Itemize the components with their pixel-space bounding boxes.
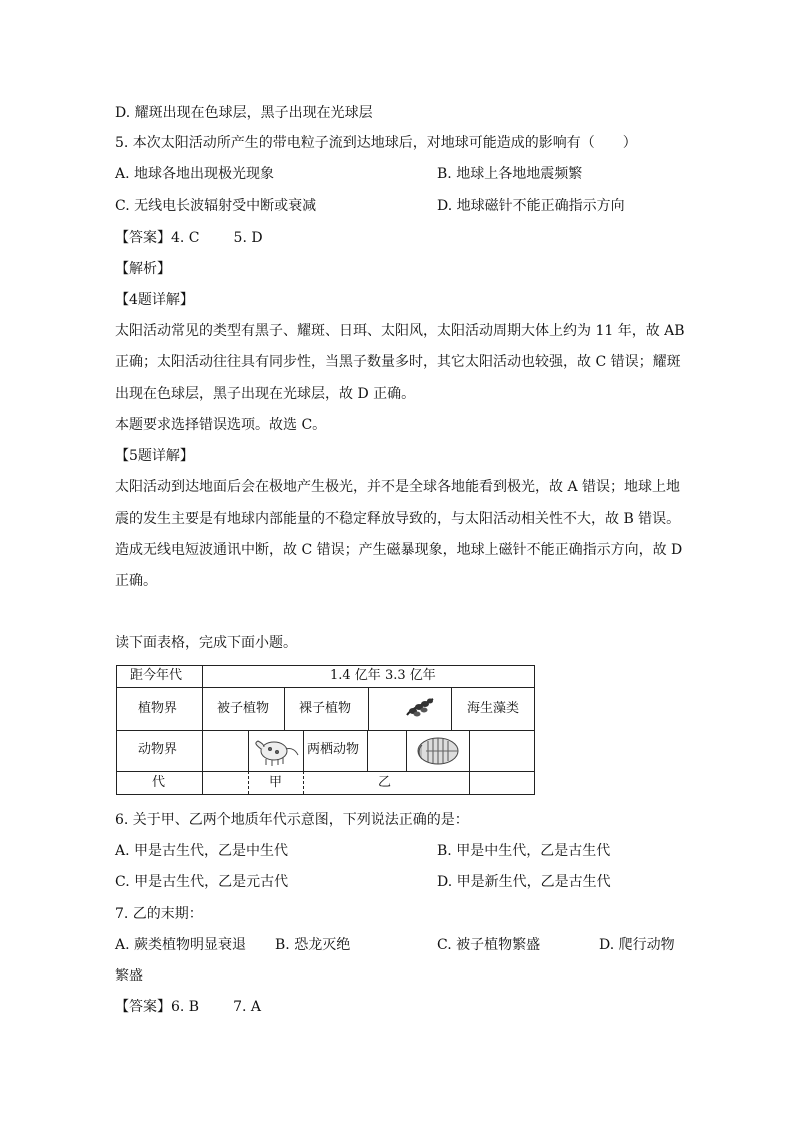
detail-5-para-line-1: 太阳活动到达地面后会在极地产生极光，并不是全球各地能看到极光，故 A 错误；地球上地	[115, 479, 681, 495]
detail-5-para-line-4: 正确。	[115, 573, 157, 589]
detail-4-para-line-3: 出现在色球层，黑子出现在光球层，故 D 正确。	[115, 386, 416, 402]
cell-gymnosperm: 裸子植物	[299, 701, 352, 716]
fern-fossil-icon	[407, 699, 433, 717]
read-table-instruction: 读下面表格，完成下面小题。	[115, 635, 297, 651]
cell-animal-label: 动物界	[138, 742, 178, 757]
q6-option-b: B. 甲是中生代，乙是古生代	[437, 843, 611, 859]
trilobite-icon	[418, 738, 458, 764]
detail-4-para-line-4: 本题要求选择错误选项。故选 C。	[115, 417, 327, 433]
q5-option-c: C. 无线电长波辐射受中断或衰减	[115, 198, 317, 214]
cell-marine-algae: 海生藻类	[467, 701, 520, 716]
q5-option-b: B. 地球上各地地震频繁	[437, 166, 583, 182]
detail-4-para-line-2: 正确；太阳活动往往具有同步性，当黑子数量多时，其它太阳活动也较强，故 C 错误；耀斑	[115, 354, 681, 370]
q7-option-d-cont: 繁盛	[115, 968, 143, 984]
q6-option-a: A. 甲是古生代，乙是中生代	[115, 843, 289, 859]
option-d-q4: D. 耀斑出现在色球层，黑子出现在光球层	[115, 105, 373, 121]
detail-5-heading: 【5题详解】	[115, 448, 194, 464]
cell-era-label: 距今年代	[130, 668, 183, 683]
dinosaur-icon	[256, 741, 298, 766]
q5-option-d: D. 地球磁针不能正确指示方向	[437, 198, 625, 214]
q7-option-a: A. 蕨类植物明显衰退	[115, 937, 247, 953]
analysis-heading: 【解析】	[115, 261, 171, 277]
table-grid	[116, 665, 535, 795]
detail-5-para-line-3: 造成无线电短波通讯中断，故 C 错误；产生磁暴现象，地球上磁针不能正确指示方向，故 D	[115, 542, 683, 558]
q6-option-c: C. 甲是古生代，乙是元古代	[115, 874, 289, 890]
q7-option-c: C. 被子植物繁盛	[437, 937, 541, 953]
detail-5-para-line-2: 震的发生主要是有地球内部能量的不稳定释放导致的，与太阳活动相关性不大，故 B 错误。	[115, 511, 681, 527]
detail-4-heading: 【4题详解】	[115, 292, 194, 308]
cell-era-yi: 乙	[378, 775, 392, 790]
q7-option-b: B. 恐龙灭绝	[275, 937, 351, 953]
cell-era-value: 1.4 亿年 3.3 亿年	[330, 668, 436, 683]
q6-option-d: D. 甲是新生代，乙是古生代	[437, 874, 611, 890]
answer-4-5	[115, 228, 263, 248]
answer-4: 【答案】4. C	[115, 230, 200, 246]
q5-option-a: A. 地球各地出现极光现象	[115, 166, 275, 182]
cell-era-row-label: 代	[152, 775, 166, 790]
answer-7: 7. A	[233, 999, 262, 1015]
geologic-era-table	[116, 665, 535, 795]
cell-amphibian: 两栖动物	[307, 742, 360, 757]
q7-option-d: D. 爬行动物	[599, 937, 675, 953]
question-7: 7. 乙的末期：	[115, 906, 203, 922]
detail-4-para-line-1: 太阳活动常见的类型有黑子、耀斑、日珥、太阳风，太阳活动周期大体上约为 11 年，故 AB	[115, 323, 685, 339]
question-5: 5. 本次太阳活动所产生的带电粒子流到达地球后，对地球可能造成的影响有（ ）	[115, 135, 637, 151]
answer-5: 5. D	[233, 230, 263, 246]
answer-6: 【答案】6. B	[115, 999, 200, 1015]
cell-angiosperm: 被子植物	[217, 701, 270, 716]
question-6: 6. 关于甲、乙两个地质年代示意图，下列说法正确的是：	[115, 812, 469, 828]
cell-plant-label: 植物界	[138, 701, 178, 716]
cell-era-jia: 甲	[269, 775, 283, 790]
answer-6-7	[115, 997, 261, 1017]
